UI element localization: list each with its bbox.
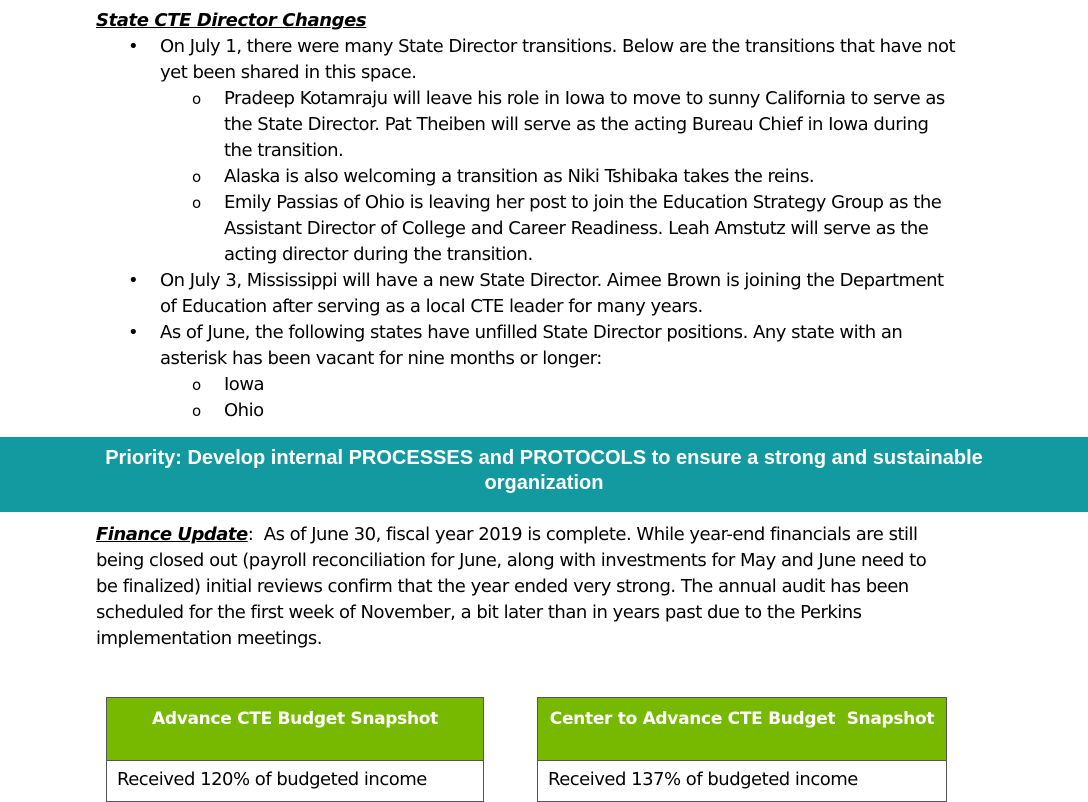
banner-line: Priority: Develop internal PROCESSES and PROTOCOLS to ensure a strong and sustainable (105, 447, 983, 469)
sub-list-item: o Emily Passias of Ohio is leaving her post to join the Education Strategy Group as the Assistant Director of College and Career Readiness. Leah Amstutz will serve as the acting director during the transition. (160, 190, 956, 268)
section-heading: State CTE Director Changes (96, 10, 367, 31)
list-item (96, 34, 956, 268)
table-header: Center to Advance CTE Budget Snapshot (538, 698, 946, 761)
finance-lead: Finance Update (96, 524, 248, 545)
sub-list-item: o Alaska is also welcoming a transition as Niki Tshibaka takes the reins. (160, 164, 956, 190)
sub-list (160, 86, 956, 268)
list-item (96, 320, 956, 424)
sub-list-item: o Pradeep Kotamraju will leave his role in Iowa to move to sunny California to serve as the State Director. Pat Theiben will serve as the acting Bureau Chief in Iowa during the transition. (160, 86, 956, 164)
bullet-text: On July 3, Mississippi will have a new State Director. Aimee Brown is joining the Department of Education after serving as a local CTE leader for many years. (160, 270, 944, 317)
budget-snapshot-table (106, 697, 484, 802)
banner-line: organization (484, 472, 604, 494)
table-row: Received 137% of budgeted income (548, 769, 858, 790)
finance-colon: : (247, 524, 254, 545)
bullet-text: On July 1, there were many State Director transitions. Below are the transitions that have not yet been shared in this space. (160, 36, 956, 83)
priority-banner (0, 437, 1088, 512)
list-item (96, 268, 956, 320)
center-budget-snapshot-table (537, 697, 947, 802)
director-changes-list (96, 34, 956, 424)
table-row: Received 120% of budgeted income (117, 769, 427, 790)
table-header: Advance CTE Budget Snapshot (107, 698, 483, 761)
sub-list-item: o Iowa (160, 372, 956, 398)
finance-body: As of June 30, fiscal year 2019 is complete. While year-end financials are still being closed out (payroll reconciliation for June, along with investments for May and June need to be finalized) initial reviews confirm that the year ended very strong. The annual audit has been scheduled for the first week of November, a bit later than in years past due to the Perkins implementation meetings. (96, 524, 932, 649)
finance-update (96, 522, 946, 652)
sub-list (160, 372, 956, 424)
sub-list-item: o Ohio (160, 398, 956, 424)
bullet-text: As of June, the following states have unfilled State Director positions. Any state with an asterisk has been vacant for nine months or longer: (160, 322, 903, 369)
